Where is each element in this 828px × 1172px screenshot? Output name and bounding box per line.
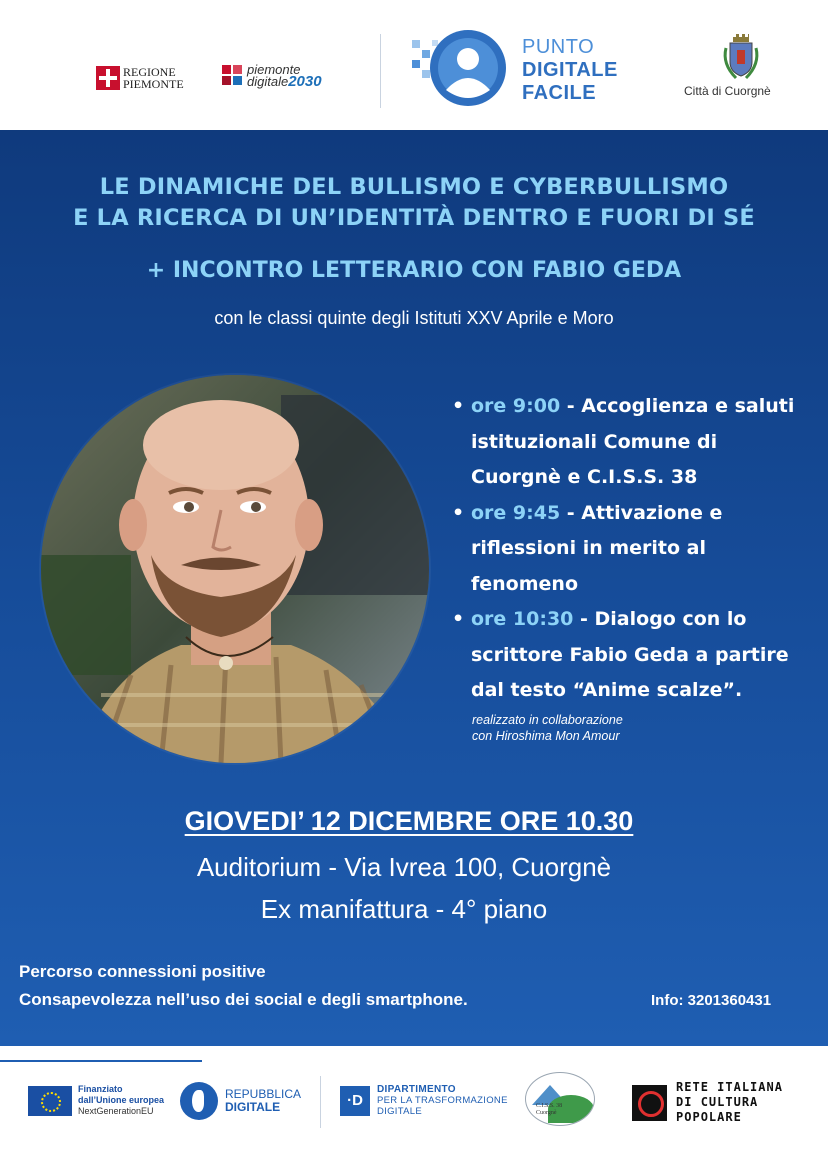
- regione-piemonte-logo: [96, 66, 183, 90]
- collaboration-line2: con Hiroshima Mon Amour: [472, 729, 620, 743]
- ciss-line2: Cuorgnè: [536, 1110, 557, 1116]
- dipartimento-text: [377, 1084, 508, 1117]
- ciss-line1: C.I.S.S. 38: [536, 1103, 563, 1109]
- footer-divider: [320, 1076, 321, 1128]
- rete-line2: DI CULTURA POPOLARE: [676, 1095, 759, 1124]
- event-title-line1: LE DINAMICHE DEL BULLISMO E CYBERBULLISMO: [99, 174, 729, 200]
- event-title: [0, 172, 828, 234]
- punto-digitale-facile-title: [522, 36, 618, 105]
- event-subtitle: + INCONTRO LETTERARIO CON FABIO GEDA: [146, 258, 682, 283]
- main-panel: [0, 130, 828, 1046]
- dtd-line1: DIPARTIMENTO: [377, 1084, 456, 1095]
- regione-cross-icon: [96, 66, 120, 90]
- header-divider: [380, 34, 381, 108]
- info-phone: Info: 3201360431: [651, 992, 772, 1009]
- event-venue: [0, 846, 808, 930]
- punto-word: PUNTO: [522, 36, 595, 58]
- venue-line2: Ex manifattura - 4° piano: [260, 894, 548, 924]
- footer-accent-line: [0, 1060, 202, 1062]
- dipartimento-logo: [340, 1084, 508, 1117]
- percorso-text: [19, 958, 468, 1014]
- collaboration-note: [472, 712, 623, 744]
- ciss-text: [536, 1103, 562, 1117]
- year-2030: 2030: [288, 73, 322, 90]
- digitale-2030-word: [247, 73, 322, 90]
- rete-line1: RETE ITALIANA: [676, 1080, 783, 1094]
- agenda-description: - Accoglienza e saluti istituzionali Comune di Cuorgnè e C.I.S.S. 38: [471, 395, 795, 488]
- venue-line1: Auditorium - Via Ivrea 100, Cuorgnè: [196, 852, 612, 882]
- agenda-time: ore 9:45: [471, 501, 561, 524]
- percorso-line2: Consapevolezza nell’uso dei social e degli smartphone.: [19, 990, 468, 1009]
- agenda-item: [450, 496, 810, 603]
- piemonte-digitale-logo: [222, 64, 322, 88]
- portrait-illustration: [41, 375, 429, 763]
- ciss-38-logo: [525, 1072, 595, 1126]
- percorso-line1: Percorso connessioni positive: [19, 962, 266, 981]
- dtd-line2: PER LA TRASFORMAZIONE: [377, 1095, 508, 1106]
- punto-digitale-facile-icon: [410, 26, 510, 110]
- eu-line1: Finanziato: [78, 1084, 123, 1094]
- author-portrait-photo: [41, 375, 429, 763]
- rd-line1: REPUBBLICA: [225, 1087, 302, 1101]
- citta-di-cuorgne-text: Città di Cuorgnè: [684, 84, 771, 98]
- footer-bar: [0, 1046, 828, 1172]
- agenda-time: ore 9:00: [471, 395, 561, 417]
- agenda-item: [450, 389, 810, 496]
- rd-line2: DIGITALE: [225, 1100, 281, 1114]
- digitale-word: digitale: [247, 74, 289, 89]
- header-bar: [0, 0, 828, 130]
- piemonte-digitale-text: [247, 64, 322, 88]
- event-title-line2: E LA RICERCA DI UN’IDENTITÀ DENTRO E FUORI DI SÉ: [73, 205, 755, 231]
- regione-piemonte-text: REGIONE PIEMONTE: [123, 65, 184, 91]
- rete-italiana-text: [676, 1080, 828, 1125]
- italy-map-icon: [180, 1082, 218, 1120]
- piemonte-digitale-icon: [222, 65, 244, 87]
- digitale-word-big: DIGITALE: [522, 59, 618, 81]
- rete-italiana-logo: [632, 1080, 828, 1125]
- agenda-item: [450, 602, 810, 709]
- agenda-description: - Attivazione e riflessioni in merito al fenomeno: [471, 501, 723, 595]
- eu-funding-text: [78, 1084, 164, 1117]
- eu-line2: dall’Unione europea: [78, 1095, 165, 1105]
- agenda-description: - Dialogo con lo scrittore Fabio Geda a partire dal testo “Anime scalze”.: [471, 608, 789, 701]
- agenda-list: [450, 389, 810, 709]
- repubblica-digitale-text: [225, 1088, 301, 1114]
- dtd-line3: DIGITALE: [377, 1106, 422, 1117]
- eu-line3: NextGenerationEU: [78, 1106, 154, 1116]
- eu-funding-logo: [28, 1084, 164, 1117]
- repubblica-digitale-logo: [180, 1082, 301, 1120]
- event-date: GIOVEDI’ 12 DICEMBRE ORE 10.30: [184, 806, 634, 836]
- collaboration-line1: realizzato in collaborazione: [472, 713, 623, 727]
- rete-circle-icon: [632, 1085, 667, 1121]
- eu-flag-icon: [28, 1086, 72, 1116]
- facile-word: FACILE: [522, 82, 597, 104]
- agenda-time: ore 10:30: [471, 608, 574, 630]
- cuorgne-crest-icon: [720, 34, 762, 82]
- classes-text: con le classi quinte degli Istituti XXV Aprile e Moro: [214, 308, 614, 328]
- piemonte-word: piemonte: [247, 62, 301, 77]
- dipartimento-d-icon: ·D: [340, 1086, 370, 1116]
